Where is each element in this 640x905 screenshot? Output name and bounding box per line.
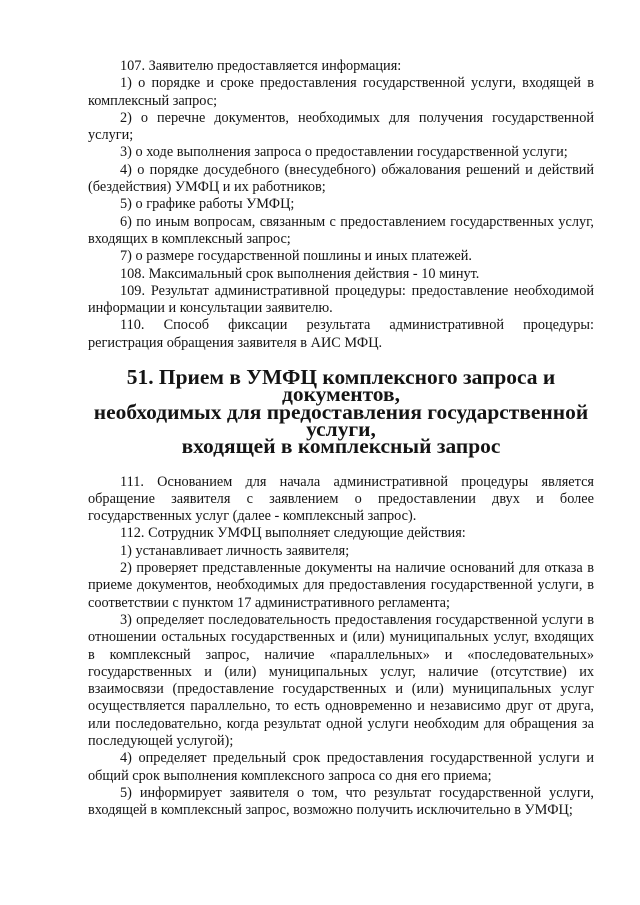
list-item-107-7: 7) о размере государственной пошлины и иных платежей.	[120, 248, 472, 265]
paragraph-112: 112. Сотрудник УМФЦ выполняет следующие действия:	[120, 525, 466, 542]
list-item-112-4: 4) определяет предельный срок предоставления государственной услуги и общий срок выполнения комплексного запроса со дня его приема;	[88, 750, 594, 784]
paragraph-107: 107. Заявителю предоставляется информация:	[120, 58, 402, 74]
section-heading-51	[88, 365, 594, 459]
paragraph-110: 110. Способ фиксации результата административной процедуры: регистрация обращения заявителя в АИС МФЦ.	[88, 317, 594, 351]
heading-line: входящей в комплексный запрос	[181, 434, 501, 459]
list-item-107-4: 4) о порядке досудебного (внесудебного) обжалования решений и действий (бездействия) УМФЦ и их работников;	[88, 161, 594, 196]
list-item-112-5: 5) информирует заявителя о том, что результат государственной услуги, входящей в комплексный запрос, возможно получить исключительно в УМФЦ;	[88, 784, 594, 819]
document-page	[88, 58, 594, 819]
list-item-107-1: 1) о порядке и сроке предоставления государственной услуги, входящей в комплексный запрос;	[88, 75, 594, 109]
paragraph-111: 111. Основанием для начала административной процедуры является обращение заявителя с заявлением о предоставлении двух и более государственных услуг (далее - комплексный запрос).	[88, 473, 594, 525]
paragraph-109: 109. Результат административной процедуры: предоставление необходимой информации и консультации заявителю.	[88, 282, 594, 317]
list-item-107-5: 5) о графике работы УМФЦ;	[120, 196, 295, 213]
list-item-107-3: 3) о ходе выполнения запроса о предоставлении государственной услуги;	[120, 144, 568, 161]
list-item-107-2: 2) о перечне документов, необходимых для получения государственной услуги;	[88, 109, 594, 144]
spacer	[88, 456, 594, 474]
heading-line: 51. Прием в УМФЦ комплексного запроса и документов,	[126, 365, 556, 407]
heading-line: необходимых для предоставления государственной услуги,	[93, 399, 589, 441]
list-item-107-6: 6) по иным вопросам, связанным с предоставлением государственных услуг, входящих в комплексный запрос;	[88, 213, 594, 247]
list-item-112-3: 3) определяет последовательность предоставления государственной услуги в отношении остальных государственных и (или) муниципальных услуг, входящих в комплексный запрос, наличие «параллельных» и «последовательных» государственных и (или) муниципальных услуг, наличие (отсутствие) их взаимосвязи (предоставление государственных и (или) муниципальных услуг осуществляется параллельно, то есть одновременно и независимо друг от друга, или последовательно, когда результат одной услуги необходим для обращения за последующей услугой);	[88, 611, 594, 749]
paragraph-108: 108. Максимальный срок выполнения действия - 10 минут.	[120, 265, 480, 282]
list-item-112-1: 1) устанавливает личность заявителя;	[120, 542, 350, 559]
list-item-112-2: 2) проверяет представленные документы на наличие оснований для отказа в приеме документов, необходимых для предоставления государственной услуги, в соответствии с пунктом 17 административного регламента;	[88, 560, 594, 611]
